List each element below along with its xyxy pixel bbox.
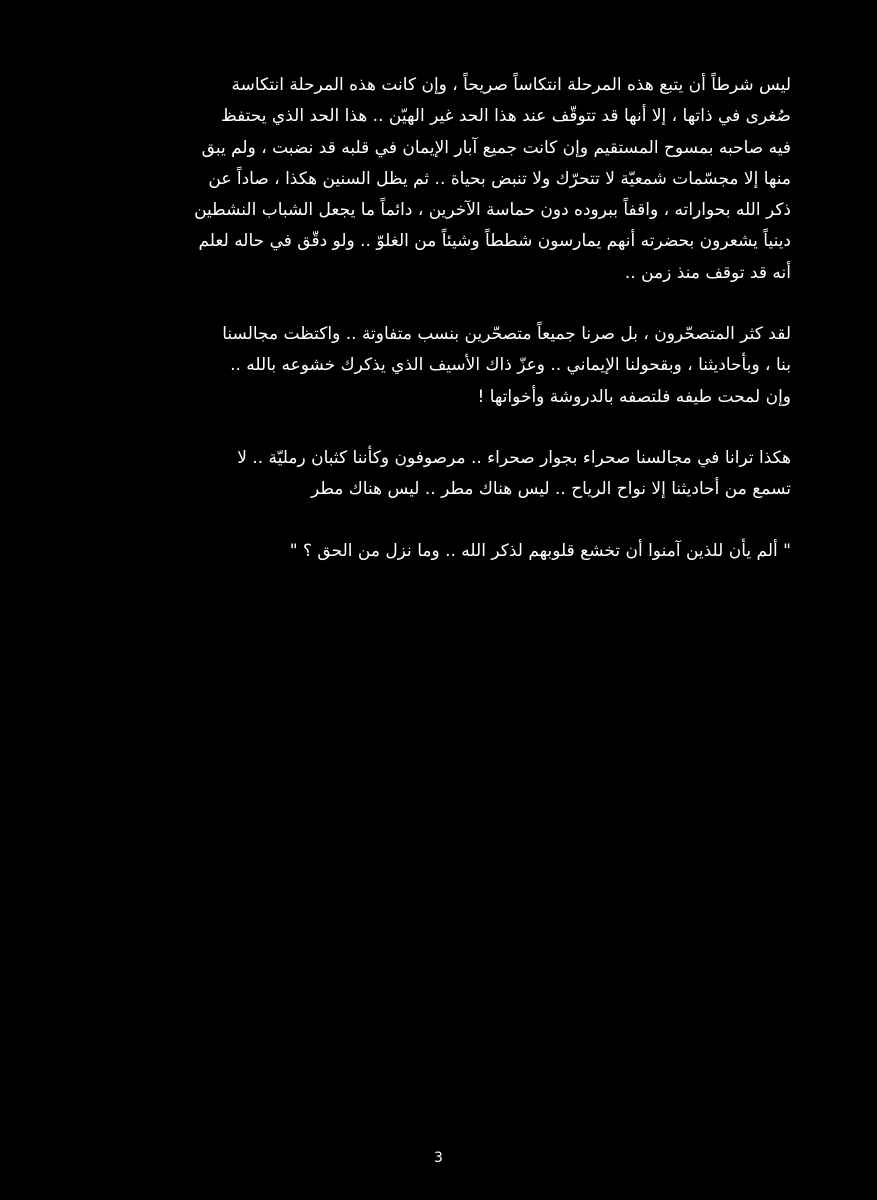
- text-line: ليس شرطاً أن يتبع هذه المرحلة انتكاساً صريحاً ، وإن كانت هذه المرحلة انتكاسة: [231, 75, 791, 95]
- page-number: 3: [434, 1150, 443, 1166]
- text-line: هكذا ترانا في مجالسنا صحراء بجوار صحراء .. مرصوفون وكأننا كثبان رمليّة .. لا: [237, 447, 791, 468]
- text-line: ذكر الله بحواراته ، واقفاً ببروده دون حماسة الآخرين ، دائماً ما يجعل الشباب النشطين: [194, 200, 791, 221]
- text-line: دينياً يشعرون بحضرته أنهم يمارسون شططاً وشيئاً من الغلوّ .. ولو دقّق في حاله لعلم: [198, 231, 791, 252]
- paragraph-desertified: [81, 319, 791, 413]
- text-line: بنا ، وبأحاديثنا ، وبقحولنا الإيماني .. وعزّ ذاك الأسيف الذي يذكرك خشوعه بالله ..: [230, 355, 791, 376]
- text-line: صُغرى في ذاتها ، إلا أنها قد تتوقّف عند هذا الحد غير الهيّن .. هذا الحد الذي يحتفظ: [220, 106, 791, 127]
- text-line: فيه صاحبه بمسوح المستقيم وإن كانت جميع آبار الإيمان في قلبه قد نضبت ، ولم يبق: [201, 137, 791, 158]
- quote-line: " ألم يأن للذين آمنوا أن تخشع قلوبهم لذكر الله .. وما نزل من الحق ؟ ": [289, 540, 791, 561]
- text-line: منها إلا مجسّمات شمعيّة لا تتحرّك ولا تنبض بحياة .. ثم يظل السنين هكذا ، صاداً عن: [208, 168, 791, 189]
- text-line: لقد كثر المتصحّرون ، بل صرنا جميعاً متصحّرين بنسب متفاوتة .. واكتظت مجالسنا: [222, 324, 791, 345]
- document-body: [81, 70, 791, 597]
- paragraph-stagnation: [81, 70, 791, 289]
- text-line: تسمع من أحاديثنا إلا نواح الرياح .. ليس هناك مطر .. ليس هناك مطر: [310, 479, 791, 500]
- text-line: أنه قد توقف منذ زمن ..: [624, 262, 791, 283]
- text-line: وإن لمحت طيفه فلتصفه بالدروشة وأخواتها !: [477, 386, 791, 407]
- paragraph-desert-gatherings: [81, 443, 791, 506]
- paragraph-quran-quote: [81, 536, 791, 567]
